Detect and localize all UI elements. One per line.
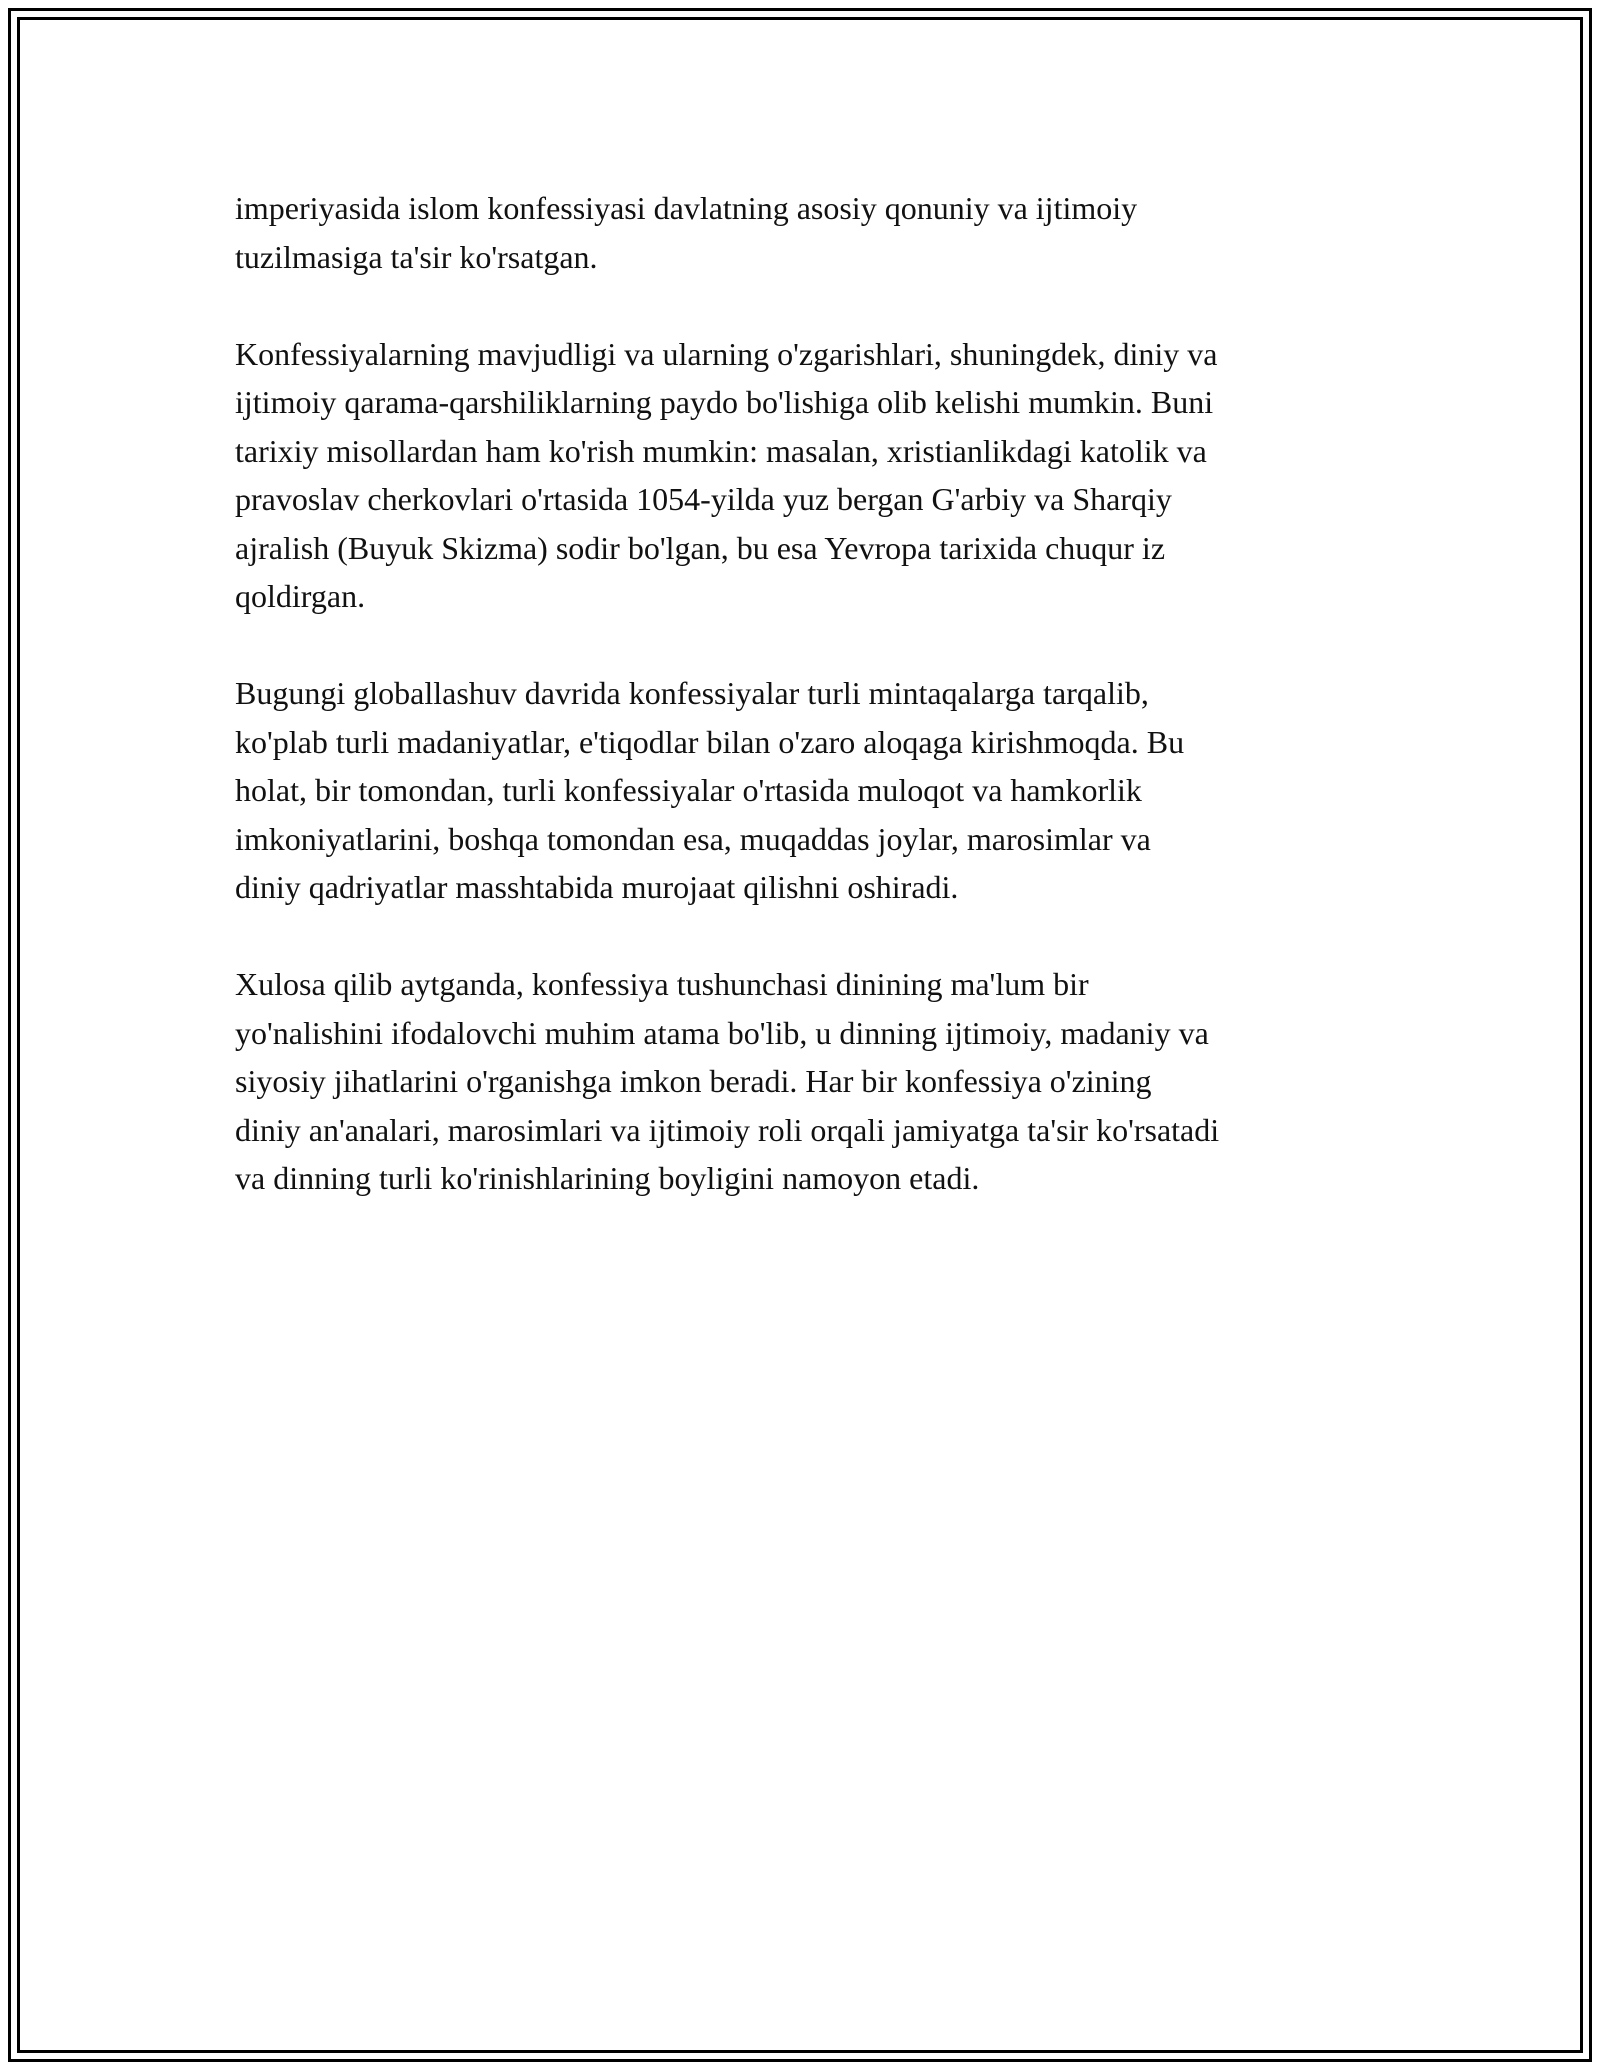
paragraph-1: imperiyasida islom konfessiyasi davlatning asosiy qonuniy va ijtimoiy tuzilmasiga ta'sir ko'rsatgan. [235, 190, 1138, 275]
document-body [235, 184, 1375, 1251]
paragraph-2: Konfessiyalarning mavjudligi va ularning o'zgarishlari, shuningdek, diniy va ijtimoiy qarama-qarshiliklarning paydo bo'lishiga olib kelishi mumkin. Buni tarixiy misollardan ham ko'rish mumkin: masalan, xristianlikdagi katolik va pravoslav cherkovlari o'rtasida 1054-yilda yuz bergan G'arbiy va Sharqiy ajralish (Buyuk Skizma) sodir bo'lgan, bu esa Yevropa tarixida chuqur iz qoldirgan. [235, 335, 1218, 614]
paragraph-4: Xulosa qilib aytganda, konfessiya tushunchasi dinining ma'lum bir yo'nalishini ifodalovchi muhim atama bo'lib, u dinning ijtimoiy, madaniy va siyosiy jihatlarini o'rganishga imkon beradi. Har bir konfessiya o'zining diniy an'analari, marosimlari va ijtimoiy roli orqali jamiyatga ta'sir ko'rsatadi va dinning turli ko'rinishlarining boyligini namoyon etadi. [235, 966, 1220, 1196]
paragraph-3: Bugungi globallashuv davrida konfessiyalar turli mintaqalarga tarqalib, ko'plab turli madaniyatlar, e'tiqodlar bilan o'zaro aloqaga kirishmoqda. Bu holat, bir tomondan, turli konfessiyalar o'rtasida muloqot va hamkorlik imkoniyatlarini, boshqa tomondan esa, muqaddas joylar, marosimlar va diniy qadriyatlar masshtabida murojaat qilishni oshiradi. [235, 675, 1185, 905]
